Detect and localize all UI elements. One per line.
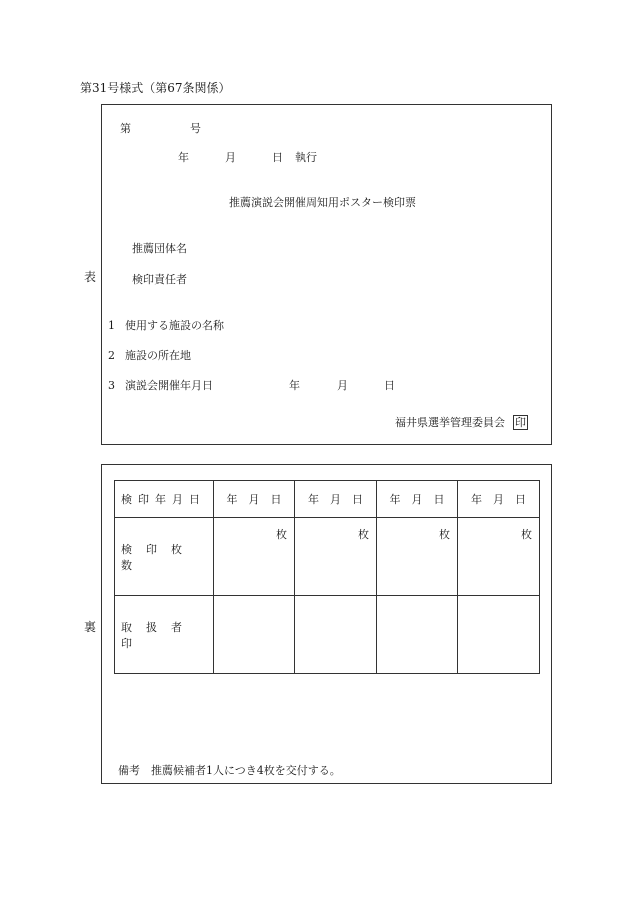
item-1-num: 1 bbox=[108, 319, 115, 332]
count-cell: 枚 bbox=[214, 518, 295, 596]
form-title: 推薦演説会開催周知用ポスター検印票 bbox=[229, 196, 416, 209]
handler-seal-cell bbox=[295, 596, 377, 674]
form-number: 第31号様式（第67条関係） bbox=[80, 81, 231, 95]
date-cell: 年 月 日 bbox=[295, 481, 377, 518]
count-cell: 枚 bbox=[458, 518, 540, 596]
number-label: 第 bbox=[120, 122, 131, 135]
item-1-label: 使用する施設の名称 bbox=[125, 319, 224, 332]
responsible-label: 検印責任者 bbox=[132, 273, 187, 286]
row-label-count: 検印枚数 bbox=[115, 518, 214, 596]
row-label-handler: 取扱者印 bbox=[115, 596, 214, 674]
number-suffix: 号 bbox=[190, 122, 201, 135]
date-day: 日 bbox=[272, 151, 283, 164]
item-2-label: 施設の所在地 bbox=[125, 349, 191, 362]
row-label-date: 検印年月日 bbox=[115, 481, 214, 518]
item-2-num: 2 bbox=[108, 349, 115, 362]
item-3-year: 年 bbox=[289, 379, 300, 392]
date-suffix: 執行 bbox=[295, 151, 317, 164]
table-row-count bbox=[115, 518, 540, 596]
date-month: 月 bbox=[225, 151, 236, 164]
handler-seal-cell bbox=[458, 596, 540, 674]
table-row-handler bbox=[115, 596, 540, 674]
front-card bbox=[101, 104, 552, 445]
back-side-label: 裏 bbox=[84, 620, 97, 634]
issuer-line bbox=[395, 415, 528, 430]
note: 備考 推薦候補者1人につき4枚を交付する。 bbox=[118, 764, 341, 777]
org-label: 推薦団体名 bbox=[132, 242, 187, 255]
front-side-label: 表 bbox=[84, 270, 97, 284]
item-3-month: 月 bbox=[337, 379, 348, 392]
item-3-num: 3 bbox=[108, 379, 115, 392]
table-row-date bbox=[115, 481, 540, 518]
handler-seal-cell bbox=[214, 596, 295, 674]
issuer-name: 福井県選挙管理委員会 bbox=[395, 416, 505, 429]
date-cell: 年 月 日 bbox=[377, 481, 458, 518]
date-cell: 年 月 日 bbox=[458, 481, 540, 518]
date-year: 年 bbox=[178, 151, 189, 164]
item-3-day: 日 bbox=[384, 379, 395, 392]
count-cell: 枚 bbox=[295, 518, 377, 596]
handler-seal-cell bbox=[377, 596, 458, 674]
stamp-table bbox=[114, 480, 540, 674]
item-3-label: 演説会開催年月日 bbox=[125, 379, 213, 392]
seal-stamp: 印 bbox=[515, 416, 526, 429]
count-cell: 枚 bbox=[377, 518, 458, 596]
date-cell: 年 月 日 bbox=[214, 481, 295, 518]
